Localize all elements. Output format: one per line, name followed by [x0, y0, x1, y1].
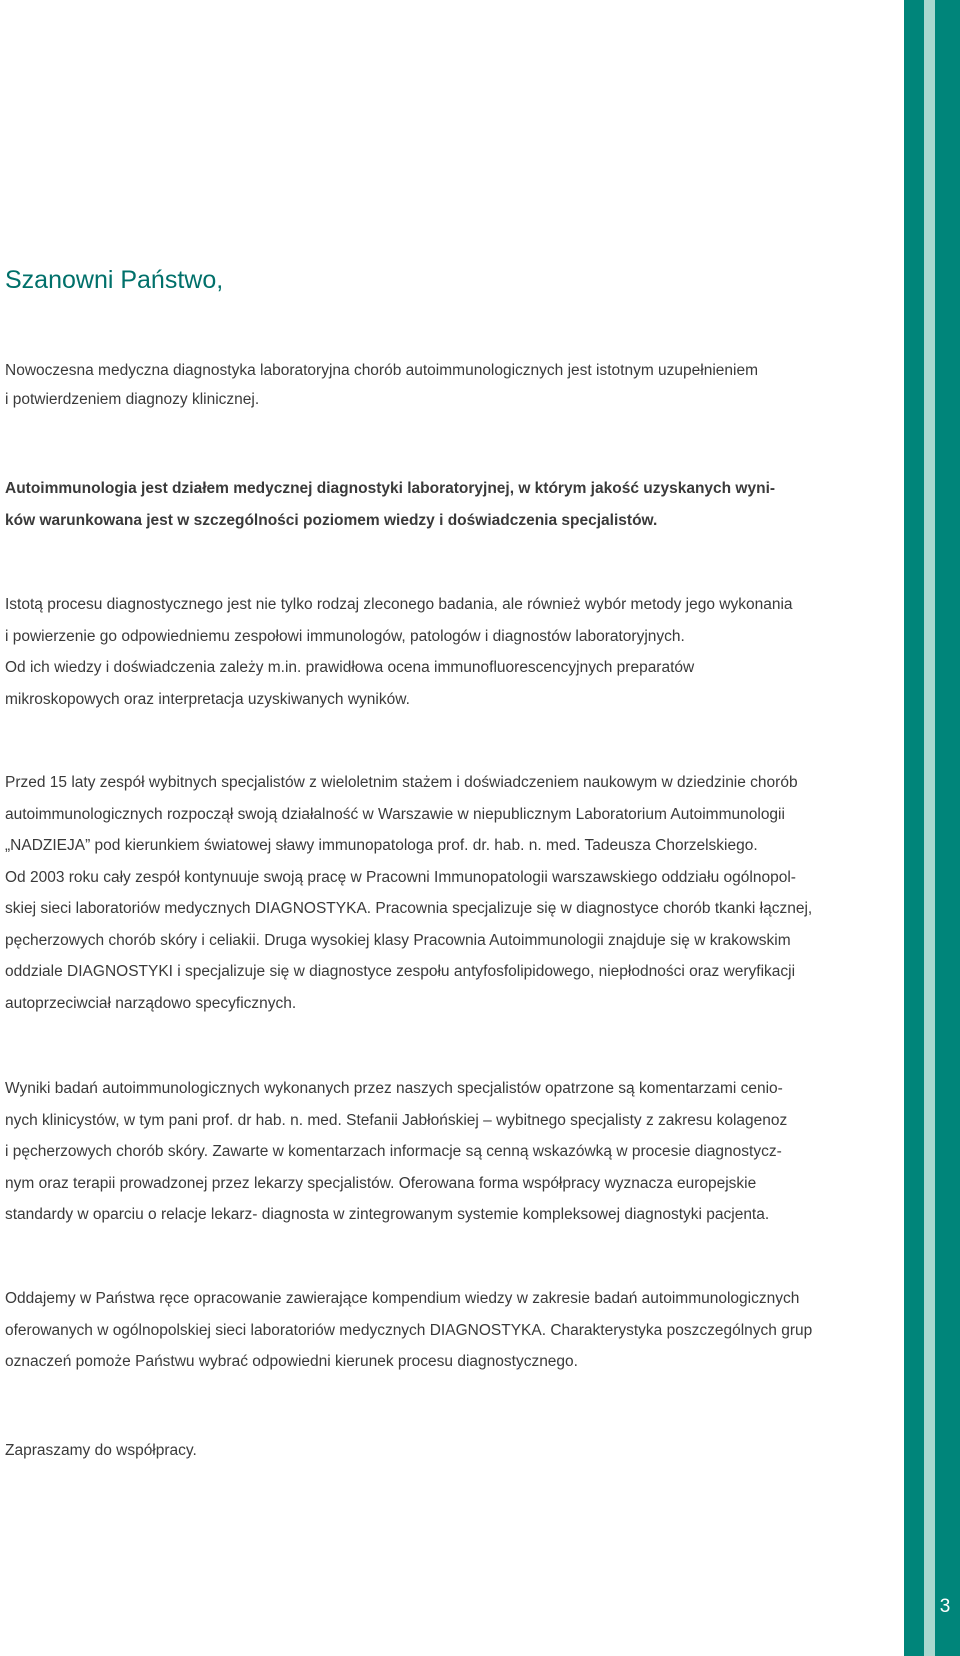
text-line: Istotą procesu diagnostycznego jest nie tylko rodzaj zleconego badania, ale również wybór metody jego wykonania	[5, 596, 793, 613]
paragraph-compendium	[5, 1283, 885, 1378]
text-line: Wyniki badań autoimmunologicznych wykonanych przez naszych specjalistów opatrzone są komentarzami cenio-	[5, 1080, 783, 1097]
text-line: Przed 15 laty zespół wybitnych specjalistów z wieloletnim stażem i doświadczeniem naukowym w dziedzinie chorób	[5, 774, 798, 791]
text-line: pęcherzowych chorób skóry i celiakii. Druga wysokiej klasy Pracownia Autoimmunologii znajduje się w krakowskim	[5, 931, 791, 949]
paragraph-definition	[5, 473, 885, 537]
paragraph-history	[5, 767, 885, 1019]
text-line: i powierzenie go odpowiedniemu zespołowi immunologów, patologów i diagnostów laboratoryjnych.	[5, 627, 685, 645]
text-line: autoprzeciwciał narządowo specyficznych.	[5, 994, 297, 1012]
page-number: 3	[939, 1596, 951, 1617]
text-line: „NADZIEJA” pod kierunkiem światowej sławy immunopatologa prof. dr. hab. n. med. Tadeusza Chorzelskiego.	[5, 837, 758, 854]
paragraph-results	[5, 1073, 885, 1231]
paragraph-process	[5, 589, 885, 715]
text-line: standardy w oparciu o relacje lekarz- diagnosta w zintegrowanym systemie kompleksowej diagnostyki pacjenta.	[5, 1206, 770, 1223]
text-line: Od ich wiedzy i doświadczenia zależy m.in. prawidłowa ocena immunofluorescencyjnych preparatów	[5, 659, 695, 676]
right-margin-inner-stripe	[924, 0, 935, 1656]
text-line: skiej sieci laboratoriów medycznych DIAGNOSTYKA. Pracownia specjalizuje się w diagnostyce chorób tkanki łącznej,	[5, 900, 813, 917]
text-line: mikroskopowych oraz interpretacja uzyskiwanych wyników.	[5, 690, 410, 708]
text-line: oznaczeń pomoże Państwu wybrać odpowiedni kierunek procesu diagnostycznego.	[5, 1353, 578, 1370]
text-line: Oddajemy w Państwa ręce opracowanie zawierające kompendium wiedzy w zakresie badań autoimmunologicznych	[5, 1290, 800, 1307]
text-line: Autoimmunologia jest działem medycznej diagnostyki laboratoryjnej, w którym jakość uzyskanych wyni-	[5, 480, 776, 497]
text-line: Od 2003 roku cały zespół kontynuuje swoją pracę w Pracowni Immunopatologii warszawskiego oddziału ogólnopol-	[5, 868, 796, 886]
text-line: ków warunkowana jest w szczególności poziomem wiedzy i doświadczenia specjalistów.	[5, 512, 658, 529]
greeting-heading: Szanowni Państwo,	[5, 266, 224, 294]
text-line: nych klinicystów, w tym pani prof. dr hab. n. med. Stefanii Jabłońskiej – wybitnego specjalisty z zakresu kolagenoz	[5, 1111, 788, 1129]
paragraph-intro	[5, 356, 885, 414]
text-line: Zapraszamy do współpracy.	[5, 1442, 197, 1459]
text-line: autoimmunologicznych rozpoczął swoją działalność w Warszawie w niepublicznym Laboratorium Autoimmunologii	[5, 805, 785, 823]
paragraph-closing	[5, 1435, 885, 1467]
text-line: Nowoczesna medyczna diagnostyka laboratoryjna chorób autoimmunologicznych jest istotnym uzupełnieniem	[5, 362, 759, 379]
text-line: i potwierdzeniem diagnozy klinicznej.	[5, 391, 260, 408]
text-line: nym oraz terapii prowadzonej przez lekarzy specjalistów. Oferowana forma współpracy wyznacza europejskie	[5, 1174, 757, 1192]
text-line: i pęcherzowych chorób skóry. Zawarte w komentarzach informacje są cenną wskazówką w procesie diagnostycz-	[5, 1143, 782, 1160]
text-line: oddziale DIAGNOSTYKI i specjalizuje się w diagnostyce zespołu antyfosfolipidowego, niepłodności oraz weryfikacji	[5, 963, 796, 980]
text-line: oferowanych w ogólnopolskiej sieci laboratoriów medycznych DIAGNOSTYKA. Charakterystyka poszczególnych grup	[5, 1321, 813, 1339]
